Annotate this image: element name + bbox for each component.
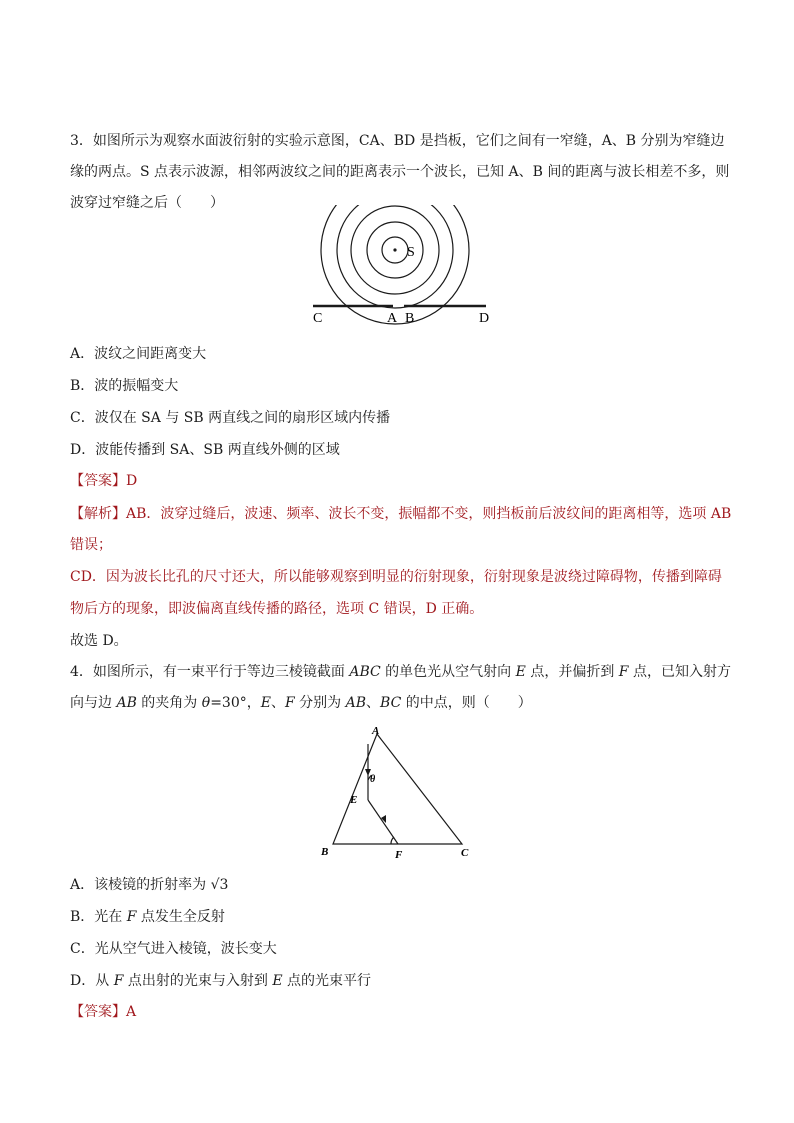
answer-value: D bbox=[126, 473, 138, 489]
q4-stem-text: 的中点，则（ ） bbox=[401, 695, 532, 711]
q4-stem-theta: θ bbox=[201, 695, 211, 711]
q4-stem-f: F bbox=[284, 695, 295, 711]
q4-stem-e: E bbox=[515, 664, 526, 680]
answer-tag: 【答案】 bbox=[70, 473, 126, 489]
q4-option-a bbox=[70, 870, 724, 901]
q4-stem-ab: AB bbox=[345, 695, 367, 711]
q3-answer-line bbox=[70, 466, 724, 497]
label-a: A bbox=[387, 311, 398, 326]
label-c: C bbox=[313, 311, 323, 326]
q3-option-a: A．波纹之间距离变大 bbox=[70, 346, 207, 362]
q4-stem-text: 、 bbox=[270, 695, 285, 711]
prism-triangle bbox=[333, 734, 462, 844]
analysis-text-1: AB．波穿过缝后，波速、频率、波长不变，振幅都不变，则挡板前后波纹间的距离相等，选项 AB bbox=[126, 506, 732, 522]
label-b: B bbox=[405, 311, 415, 326]
q3-stem-line3: 波穿过窄缝之后（ ） bbox=[70, 195, 224, 211]
q4-stem-text: 、 bbox=[366, 695, 381, 711]
q4-stem-text: 向与边 bbox=[70, 695, 117, 711]
q3-analysis-line2: 错误； bbox=[70, 537, 112, 553]
q3-wave-diffraction-figure bbox=[305, 205, 495, 330]
label-c: C bbox=[461, 847, 469, 859]
q4-prism-figure bbox=[315, 722, 480, 867]
q4-stem-line2 bbox=[70, 688, 724, 719]
q4-stem-text: 的单色光从空气射向 bbox=[380, 664, 516, 680]
q4-option-d bbox=[70, 966, 724, 997]
q3-analysis-line3: CD．因为波长比孔的尺寸还大，所以能够观察到明显的衍射现象，衍射现象是波绕过障碍物，传播到障碍 bbox=[70, 569, 722, 585]
q4-option-f: F bbox=[126, 909, 137, 925]
q4-option-text: 点的光束平行 bbox=[282, 973, 371, 989]
q4-option-text: 点发生全反射 bbox=[136, 909, 225, 925]
q4-stem-text: =30°， bbox=[210, 695, 261, 711]
q4-option-text: B．光在 bbox=[70, 909, 127, 925]
answer-tag: 【答案】 bbox=[70, 1004, 126, 1020]
q4-option-a-text: A．该棱镜的折射率为 bbox=[70, 877, 211, 893]
q4-option-b bbox=[70, 902, 724, 933]
q3-stem-line1: 3．如图所示为观察水面波衍射的实验示意图，CA、BD 是挡板，它们之间有一窄缝，A、B 分别为窄缝边 bbox=[70, 133, 725, 149]
label-d: D bbox=[479, 311, 490, 326]
wave-circle-4 bbox=[337, 205, 453, 308]
q4-stem-text: 4．如图所示，有一束平行于等边三棱镜截面 bbox=[70, 664, 350, 680]
q3-stem-line2: 缘的两点。S 点表示波源，相邻两波纹之间的距离表示一个波长，已知 A、B 间的距离与波长相差不多，则 bbox=[70, 164, 730, 180]
label-a: A bbox=[372, 725, 380, 737]
q3-option-c: C．波仅在 SA 与 SB 两直线之间的扇形区域内传播 bbox=[70, 410, 391, 426]
label-theta: θ bbox=[370, 774, 376, 785]
q4-option-f: F bbox=[113, 973, 124, 989]
q4-option-a-radical: √3 bbox=[210, 877, 229, 893]
wave-source-dot bbox=[393, 248, 396, 251]
q4-option-text: 点出射的光束与入射到 bbox=[123, 973, 273, 989]
label-e: E bbox=[350, 794, 358, 806]
q3-option-d: D．波能传播到 SA、SB 两直线外侧的区域 bbox=[70, 442, 340, 458]
q4-stem-bc: BC bbox=[380, 695, 402, 711]
q4-stem-text: 点，已知入射方 bbox=[628, 664, 731, 680]
label-f: F bbox=[395, 849, 403, 861]
label-s: S bbox=[407, 245, 415, 260]
q3-conclusion: 故选 D。 bbox=[70, 633, 128, 649]
angle-arc-f bbox=[391, 837, 394, 844]
q4-option-c: C．光从空气进入棱镜，波长变大 bbox=[70, 941, 277, 957]
q4-stem-e: E bbox=[260, 695, 271, 711]
q4-stem-text: 的夹角为 bbox=[136, 695, 202, 711]
q4-stem-text: 点，并偏折到 bbox=[525, 664, 619, 680]
answer-value: A bbox=[126, 1004, 137, 1020]
q4-stem-abc: ABC bbox=[349, 664, 381, 680]
q4-answer-line bbox=[70, 997, 724, 1028]
q3-analysis-line1 bbox=[70, 499, 732, 530]
analysis-tag: 【解析】 bbox=[70, 506, 126, 522]
q4-stem-text: 分别为 bbox=[294, 695, 346, 711]
q4-option-e: E bbox=[272, 973, 283, 989]
q3-option-b: B．波的振幅变大 bbox=[70, 378, 179, 394]
q3-analysis-line4: 物后方的现象，即波偏离直线传播的路径，选项 C 错误，D 正确。 bbox=[70, 601, 484, 617]
label-b: B bbox=[321, 846, 329, 858]
q4-stem-ab: AB bbox=[116, 695, 137, 711]
q4-option-text: D．从 bbox=[70, 973, 114, 989]
q4-stem-line1 bbox=[70, 657, 731, 688]
q4-stem-f: F bbox=[618, 664, 629, 680]
